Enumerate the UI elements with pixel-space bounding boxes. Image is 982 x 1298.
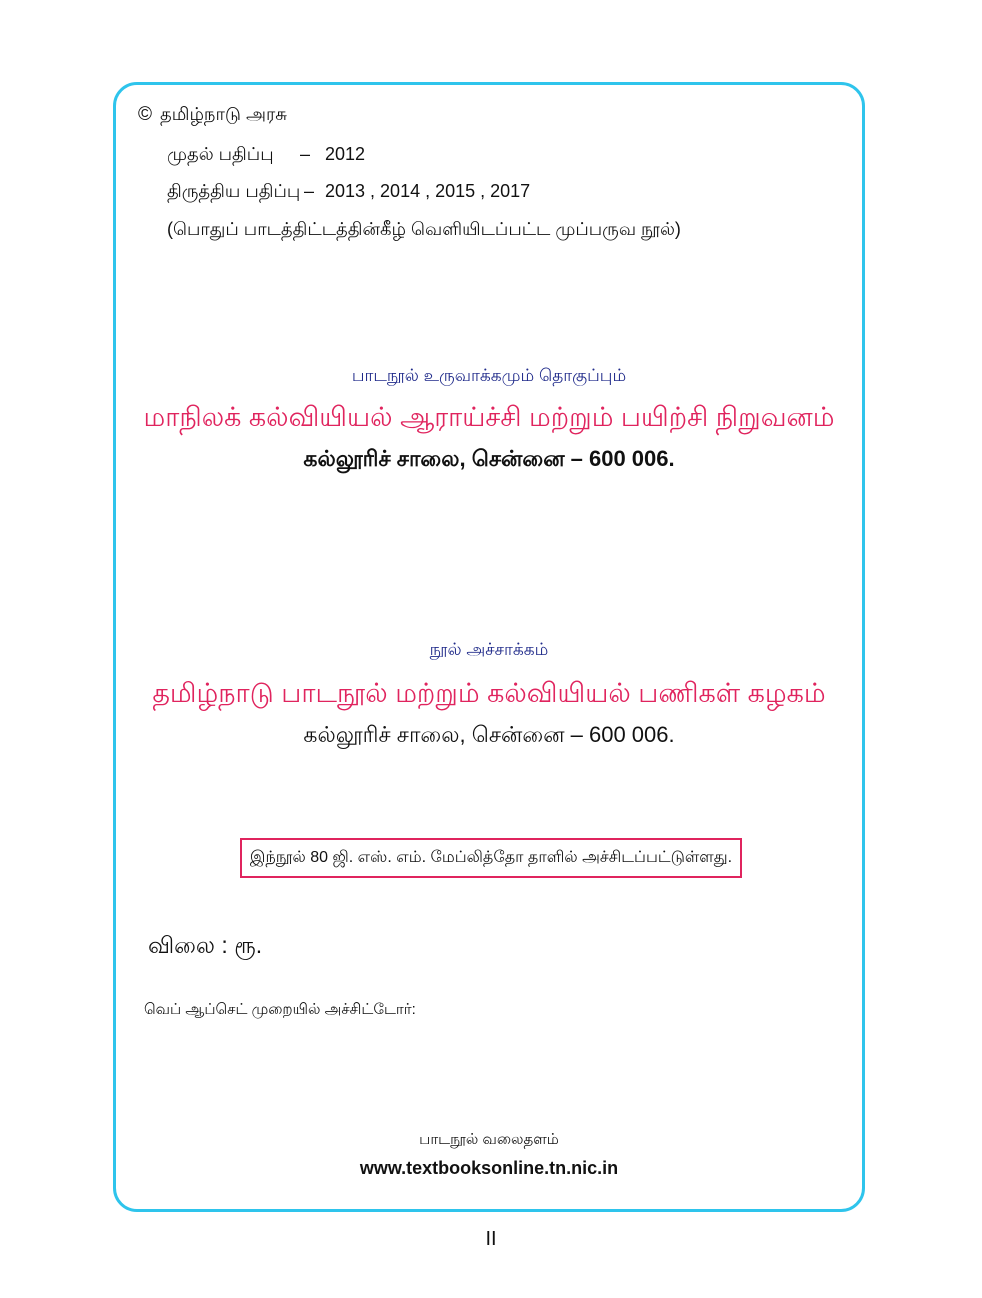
preparation-org: மாநிலக் கல்வியியல் ஆராய்ச்சி மற்றும் பயிற்சி நிறுவனம்: [143, 402, 835, 432]
first-edition-label: முதல் பதிப்பு: [167, 144, 274, 164]
preparation-address: கல்லூரிச் சாலை, சென்னை – 600 006.: [303, 446, 675, 471]
website-url[interactable]: www.textbooksonline.tn.nic.in: [359, 1158, 619, 1178]
preparation-heading: பாடநூல் உருவாக்கமும் தொகுப்பும்: [351, 366, 627, 385]
printer-label: வெப் ஆப்செட் முறையில் அச்சிட்டோர்:: [144, 1001, 416, 1018]
revised-edition-label: திருத்திய பதிப்பு: [167, 181, 301, 201]
paper-note: இந்நூல் 80 ஜி. எஸ். எம். மேப்லித்தோ தாளில் அச்சிடப்பட்டுள்ளது.: [249, 849, 733, 866]
first-edition-year: 2012: [325, 144, 366, 164]
copyright-line: [138, 104, 287, 127]
copyright-holder: தமிழ்நாடு அரசு: [160, 104, 287, 124]
revised-edition-dash: –: [304, 181, 315, 201]
printing-heading: நூல் அச்சாக்கம்: [429, 640, 549, 659]
paper-note-box: [240, 838, 742, 878]
price-label: விலை : ரூ.: [148, 932, 263, 958]
copyright-symbol: ©: [138, 104, 152, 125]
page-number: II: [485, 1228, 497, 1250]
printing-org: தமிழ்நாடு பாடநூல் மற்றும் கல்வியியல் பணிகள் கழகம்: [152, 678, 826, 708]
website-label: பாடநூல் வலைதளம்: [419, 1131, 559, 1148]
first-edition-dash: –: [300, 144, 311, 164]
printing-address: கல்லூரிச் சாலை, சென்னை – 600 006.: [303, 722, 675, 747]
edition-note: (பொதுப் பாடத்திட்டத்தின்கீழ் வெளியிடப்பட்ட முப்பருவ நூல்): [167, 219, 681, 239]
revised-edition-years: 2013 , 2014 , 2015 , 2017: [325, 181, 531, 201]
